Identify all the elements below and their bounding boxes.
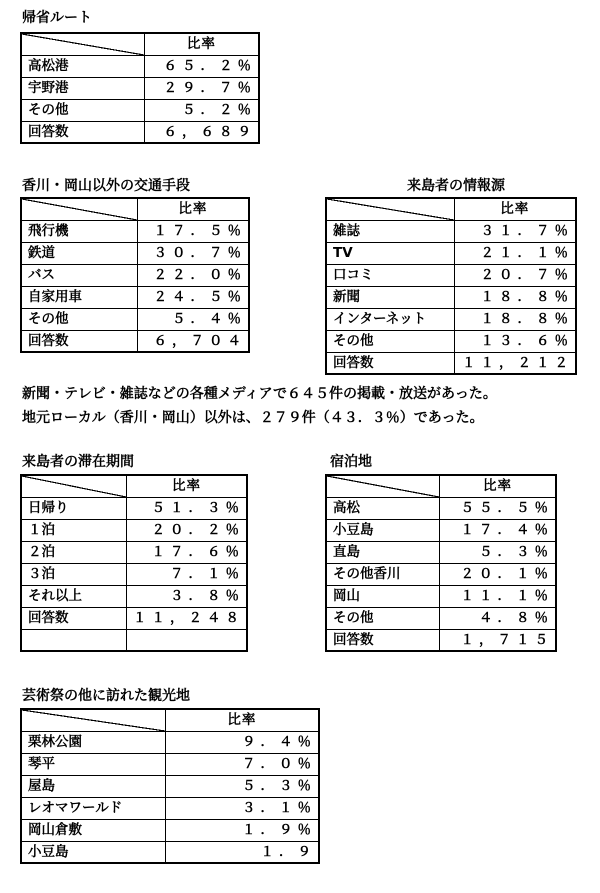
row-value: １８．８％ (454, 286, 576, 308)
media-note: 新聞・テレビ・雑誌などの各種メディアで６４５件の掲載・放送があった。 (22, 386, 497, 402)
row-value: ５．２％ (144, 99, 259, 121)
row-label: 回答数 (21, 121, 144, 143)
table-row (21, 264, 249, 286)
row-label: 新聞 (326, 286, 454, 308)
row-value: ３０．７％ (137, 242, 249, 264)
transport-diagonal-cell (21, 198, 137, 220)
row-label: 回答数 (326, 629, 440, 651)
row-value: ７．０％ (165, 753, 319, 775)
row-label: 岡山 (326, 585, 440, 607)
row-value: ９．４％ (165, 731, 319, 753)
row-label: 高松港 (21, 55, 144, 77)
info-source-header-ratio: 比率 (454, 198, 576, 220)
row-value: ５１．３％ (127, 497, 248, 519)
row-value: ２０．１％ (440, 563, 556, 585)
row-value: １１．１％ (440, 585, 556, 607)
table-row (21, 797, 319, 819)
return-route-header-ratio: 比率 (144, 33, 259, 55)
row-label: インターネット (326, 308, 454, 330)
table-row (326, 330, 576, 352)
stay-period-diagonal-cell (21, 475, 127, 497)
row-value: ３．１％ (165, 797, 319, 819)
row-value: １８．８％ (454, 308, 576, 330)
row-value: ３１．７％ (454, 220, 576, 242)
row-label: 回答数 (21, 607, 127, 629)
row-value: １，７１５ (440, 629, 556, 651)
local-note: 地元ローカル（香川・岡山）以外は、２７９件（４３．３％）であった。 (22, 410, 484, 426)
stay-period-header-ratio: 比率 (127, 475, 248, 497)
info-source-diagonal-cell (326, 198, 454, 220)
info-source-header-row (326, 198, 576, 220)
row-value: ５５．５％ (440, 497, 556, 519)
transport-header-row (21, 198, 249, 220)
row-label: 飛行機 (21, 220, 137, 242)
table-row (21, 497, 247, 519)
table-row (326, 308, 576, 330)
row-label: 口コミ (326, 264, 454, 286)
row-value: １７．４％ (440, 519, 556, 541)
row-value: ２９．７％ (144, 77, 259, 99)
return-route-table (20, 32, 260, 144)
table-row (21, 607, 247, 629)
row-value: ７．１％ (127, 563, 248, 585)
row-label: その他 (21, 99, 144, 121)
return-route-diagonal-cell (21, 33, 144, 55)
other-sights-diagonal-cell (21, 709, 165, 731)
row-label: 小豆島 (21, 841, 165, 863)
row-label: 回答数 (326, 352, 454, 374)
table-row (21, 220, 249, 242)
table-row (21, 99, 259, 121)
row-label (21, 629, 127, 651)
lodging-table (325, 474, 557, 652)
row-label: その他 (326, 330, 454, 352)
transport-title: 香川・岡山以外の交通手段 (22, 178, 190, 194)
row-value: ２４．５％ (137, 286, 249, 308)
table-row (326, 519, 556, 541)
table-row (21, 286, 249, 308)
row-value: １７．５％ (137, 220, 249, 242)
row-value: ４．８％ (440, 607, 556, 629)
table-row (21, 585, 247, 607)
table-row (21, 242, 249, 264)
stay-period-title: 来島者の滞在期間 (22, 454, 134, 470)
table-row (21, 330, 249, 352)
table-row (326, 220, 576, 242)
row-value: １１，２４８ (127, 607, 248, 629)
table-row (326, 607, 556, 629)
row-value: ６５．２％ (144, 55, 259, 77)
table-row (21, 629, 247, 651)
row-label: TV (326, 242, 454, 264)
row-value: １．９ (165, 841, 319, 863)
row-value: １．９％ (165, 819, 319, 841)
row-label: 高松 (326, 497, 440, 519)
other-sights-title: 芸術祭の他に訪れた観光地 (22, 688, 190, 704)
row-label: レオマワールド (21, 797, 165, 819)
row-value: ２２．０％ (137, 264, 249, 286)
row-value: ６，６８９ (144, 121, 259, 143)
row-value: ２１．１％ (454, 242, 576, 264)
row-label: その他香川 (326, 563, 440, 585)
table-row (326, 585, 556, 607)
transport-table (20, 197, 250, 353)
table-row (21, 775, 319, 797)
info-source-title: 来島者の情報源 (407, 178, 505, 194)
table-row (326, 242, 576, 264)
row-label: 鉄道 (21, 242, 137, 264)
row-label: 栗林公園 (21, 731, 165, 753)
table-row (326, 629, 556, 651)
row-value: ５．４％ (137, 308, 249, 330)
row-label: バス (21, 264, 137, 286)
row-label: 回答数 (21, 330, 137, 352)
row-value: ３．８％ (127, 585, 248, 607)
table-row (21, 819, 319, 841)
lodging-title: 宿泊地 (330, 454, 372, 470)
table-row (21, 308, 249, 330)
row-value: ２０．２％ (127, 519, 248, 541)
row-label: 琴平 (21, 753, 165, 775)
row-label: それ以上 (21, 585, 127, 607)
table-row (21, 563, 247, 585)
row-label: １泊 (21, 519, 127, 541)
table-row (326, 264, 576, 286)
transport-header-ratio: 比率 (137, 198, 249, 220)
table-row (21, 77, 259, 99)
table-row (326, 286, 576, 308)
stay-period-header-row (21, 475, 247, 497)
row-value: １７．６％ (127, 541, 248, 563)
lodging-header-ratio: 比率 (440, 475, 556, 497)
row-value: ２０．７％ (454, 264, 576, 286)
table-row (21, 55, 259, 77)
row-value: １１，２１２ (454, 352, 576, 374)
table-row (21, 731, 319, 753)
table-row (326, 352, 576, 374)
table-row (21, 519, 247, 541)
other-sights-header-row (21, 709, 319, 731)
return-route-header-row (21, 33, 259, 55)
row-label: 岡山倉敷 (21, 819, 165, 841)
row-value: ５．３％ (165, 775, 319, 797)
row-label: 屋島 (21, 775, 165, 797)
row-label: その他 (21, 308, 137, 330)
row-label: 宇野港 (21, 77, 144, 99)
table-row (21, 753, 319, 775)
table-row (21, 541, 247, 563)
table-row (21, 121, 259, 143)
row-label: 日帰り (21, 497, 127, 519)
row-label: 自家用車 (21, 286, 137, 308)
table-row (326, 497, 556, 519)
stay-period-table (20, 474, 248, 652)
other-sights-table (20, 708, 320, 864)
return-route-title: 帰省ルート (22, 10, 92, 26)
row-value: １３．６％ (454, 330, 576, 352)
info-source-table (325, 197, 577, 375)
table-row (326, 541, 556, 563)
lodging-diagonal-cell (326, 475, 440, 497)
lodging-header-row (326, 475, 556, 497)
row-value: ６，７０４ (137, 330, 249, 352)
table-row (21, 841, 319, 863)
other-sights-header-ratio: 比率 (165, 709, 319, 731)
row-value (127, 629, 248, 651)
table-row (326, 563, 556, 585)
row-label: 直島 (326, 541, 440, 563)
row-label: 小豆島 (326, 519, 440, 541)
row-label: ２泊 (21, 541, 127, 563)
row-label: 雑誌 (326, 220, 454, 242)
row-value: ５．３％ (440, 541, 556, 563)
row-label: その他 (326, 607, 440, 629)
row-label: ３泊 (21, 563, 127, 585)
